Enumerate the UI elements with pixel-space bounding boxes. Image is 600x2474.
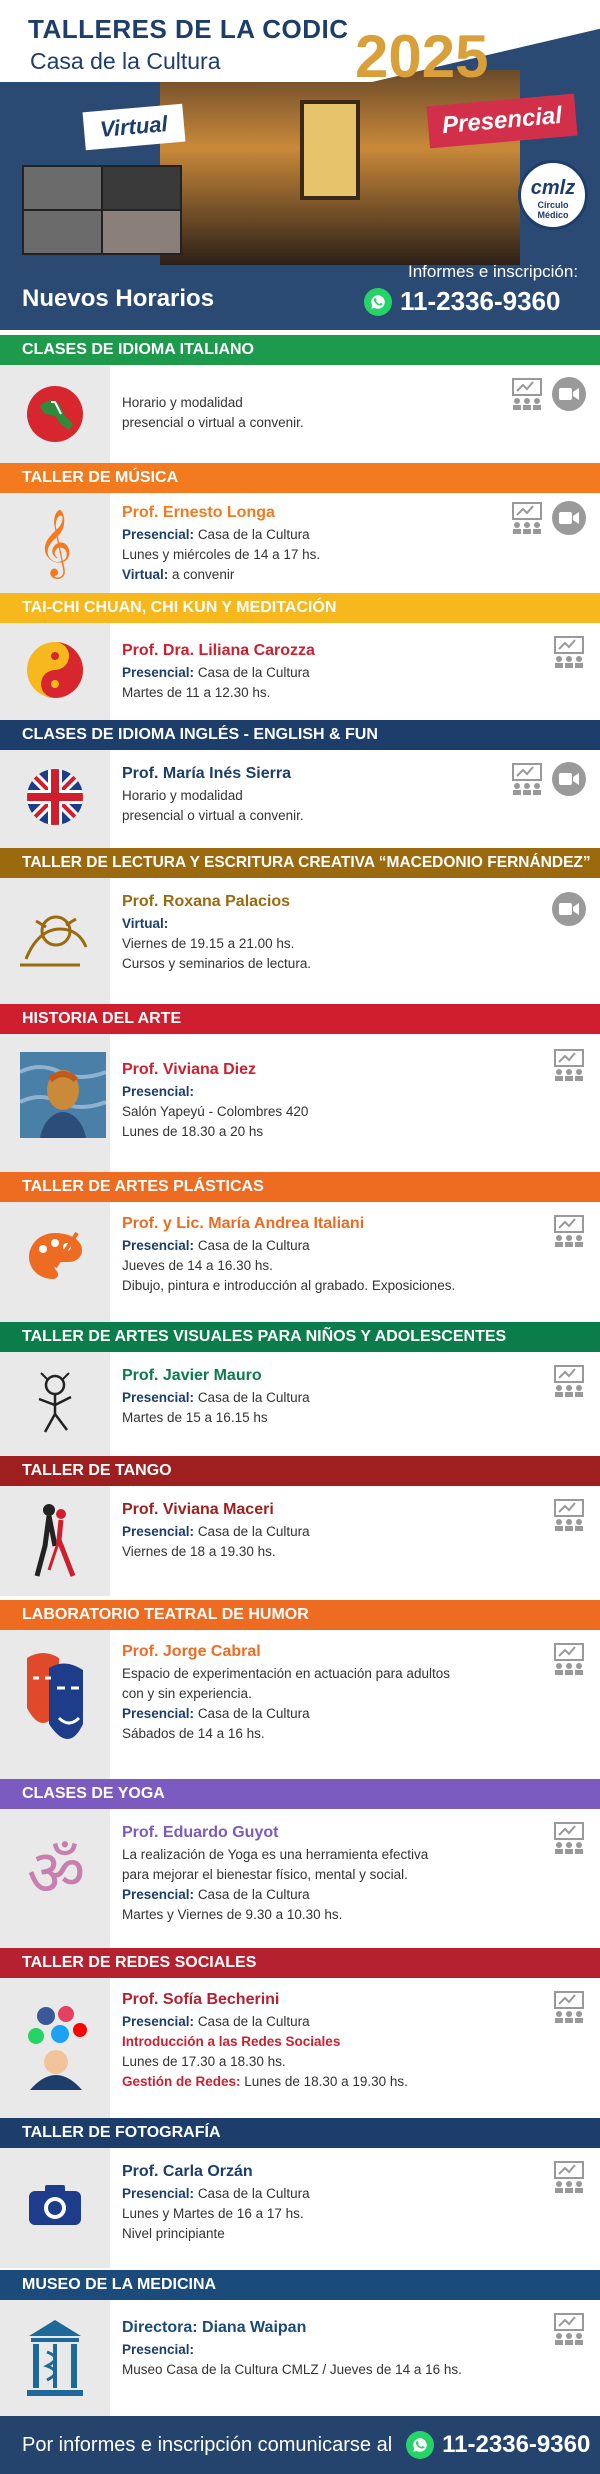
info-label: Virtual: [122,916,169,931]
info-line: Martes de 15 a 16.15 hs [122,1410,268,1425]
info-label: Presencial: [122,2014,195,2029]
presentation-board-icon [552,1048,586,1082]
instructor-name: Prof. María Inés Sierra [122,765,291,782]
header-phone-number: 11-2336-9360 [400,286,561,316]
section-body [0,750,600,848]
modality-badges [552,2312,586,2346]
presentation-board-icon [552,1642,586,1676]
info-line: Espacio de experimentación en actuación para adultos [122,1666,450,1681]
section-header: TALLER DE MÚSICA [0,463,600,493]
instructor-name: Prof. Eduardo Guyot [122,1824,279,1841]
section-body [0,1978,600,2118]
header-banner [0,0,600,330]
section-text [122,2160,526,2244]
presentation-board-icon [552,1498,586,1532]
section-header: LABORATORIO TEATRAL DE HUMOR [0,1600,600,1630]
video-call-thumbnails [22,165,182,255]
info-label: Presencial: [122,1084,195,1099]
section-text [122,639,526,703]
info-label: Presencial: [122,1238,195,1253]
section-tango [0,1456,600,1596]
section-text [122,1640,526,1744]
section-fotografia [0,2118,600,2268]
info-line: Lunes y Martes de 16 a 17 hs. [122,2206,304,2221]
info-line [122,1236,526,1256]
main-subtitle: Casa de la Cultura [30,48,221,74]
whatsapp-icon [406,2431,434,2459]
header-phone[interactable] [364,286,560,317]
section-musica [0,463,600,593]
section-teatro [0,1600,600,1780]
instructor-name: Prof. Viviana Maceri [122,1501,274,1518]
section-text [122,393,526,433]
info-line: Sábados de 14 a 16 hs. [122,1726,265,1741]
section-body [0,1202,600,1322]
info-line: Viernes de 18 a 19.30 hs. [122,1544,276,1559]
whatsapp-icon [364,288,392,316]
section-header: TALLER DE ARTES VISUALES PARA NIÑOS Y ADOLESCENTES [0,1322,600,1352]
modality-badges [552,892,586,926]
writer-portrait-icon [14,904,94,974]
theater-masks-icon [20,1648,90,1758]
info-line [122,565,526,585]
info-line: para mejorar el bienestar físico, mental y social. [122,1867,408,1882]
section-body [0,2300,600,2416]
modality-badges [552,1048,586,1082]
modality-badges [510,501,586,535]
video-camera-icon [552,892,586,926]
section-text [122,2316,526,2380]
info-label: Virtual: [122,567,169,582]
tango-dancers-icon [20,1500,90,1580]
section-lectura [0,848,600,1004]
italy-map-icon [20,379,90,449]
section-redes-sociales [0,1948,600,2118]
section-body [0,493,600,593]
photo-door [300,100,360,200]
info-line [122,663,526,683]
section-header: CLASES DE IDIOMA INGLÉS - ENGLISH & FUN [0,720,600,750]
info-line: Lunes de 17.30 a 18.30 hs. [122,2054,286,2069]
info-line [122,1388,526,1408]
social-media-icon [16,2000,96,2090]
info-line: La realización de Yoga es una herramienta efectiva [122,1847,429,1862]
section-body [0,1352,600,1458]
info-value: Casa de la Cultura [197,1390,310,1405]
main-title: TALLERES DE LA CODIC [28,14,349,44]
video-tile [24,167,101,209]
instructor-name: Prof. Sofía Becherini [122,1991,280,2008]
instructor-name: Prof. Viviana Diez [122,1061,256,1078]
section-header: TALLER DE TANGO [0,1456,600,1486]
info-value: Casa de la Cultura [197,1887,310,1902]
om-symbol-icon: ॐ [26,1836,86,1911]
instructor-name: Directora: Diana Waipan [122,2319,307,2336]
section-header: CLASES DE IDIOMA ITALIANO [0,335,600,365]
section-body [0,365,600,465]
presentation-board-icon [552,1821,586,1855]
info-line [122,1082,526,1102]
section-yoga [0,1779,600,1949]
uk-flag-icon [20,762,90,832]
info-label: Presencial: [122,2342,195,2357]
presentation-board-icon [552,2160,586,2194]
child-drawing-icon [20,1368,90,1438]
modality-badges [552,1364,586,1398]
instructor-name: Prof. Javier Mauro [122,1367,262,1384]
info-label: Presencial: [122,1706,195,1721]
video-tile [103,167,180,209]
info-line: Lunes y miércoles de 14 a 17 hs. [122,547,321,562]
info-line: Salón Yapeyú - Colombres 420 [122,1104,309,1119]
info-value: Casa de la Cultura [197,665,310,680]
info-label: Introducción a las Redes Sociales [122,2034,341,2049]
info-label: Presencial: [122,665,195,680]
camera-icon [20,2170,90,2240]
logo-main: cmlz [530,177,576,199]
instructor-name: Prof. Carla Orzán [122,2163,253,2180]
info-line: presencial o virtual a convenir. [122,808,304,823]
presentation-board-icon [510,377,544,411]
video-tile [103,211,180,253]
info-value: Casa de la Cultura [197,2014,310,2029]
presencial-tag: Presencial [426,94,577,149]
info-value: Casa de la Cultura [197,1706,310,1721]
info-line [122,1704,526,1724]
section-tai-chi [0,593,600,721]
info-line: presencial o virtual a convenir. [122,415,304,430]
modality-badges [552,1498,586,1532]
info-line: Horario y modalidad [122,788,243,803]
info-line: Horario y modalidad [122,395,243,410]
info-line [122,2340,526,2360]
presentation-board-icon [552,2312,586,2346]
instructor-name: Prof. Ernesto Longa [122,504,275,521]
section-text [122,1364,526,1428]
instructor-name: Prof. Roxana Palacios [122,893,291,910]
building-photo [160,70,520,265]
video-camera-icon [552,501,586,535]
section-body [0,1034,600,1174]
instructor-name: Prof. y Lic. María Andrea Italiani [122,1215,365,1232]
presentation-board-icon [510,762,544,796]
instructor-name: Prof. Dra. Liliana Carozza [122,642,315,659]
footer-phone[interactable] [406,2431,590,2459]
section-body [0,623,600,721]
info-line: Nivel principiante [122,2226,225,2241]
new-hours-label: Nuevos Horarios [22,285,215,312]
info-line: Lunes de 18.30 a 20 hs [122,1124,264,1139]
section-header: TALLER DE FOTOGRAFÍA [0,2118,600,2148]
modality-badges [552,1642,586,1676]
presentation-board-icon [552,1990,586,2024]
info-label: Informes e inscripción: [408,262,579,281]
presentation-board-icon [552,635,586,669]
video-camera-icon [552,762,586,796]
section-text [122,1988,526,2092]
info-line: Dibujo, pintura e introducción al grabado. Exposiciones. [122,1278,456,1293]
section-artes-plasticas [0,1172,600,1322]
section-header: TAI-CHI CHUAN, CHI KUN Y MEDITACIÓN [0,593,600,623]
info-value: Lunes de 18.30 a 19.30 hs. [244,2074,408,2089]
presentation-board-icon [552,1214,586,1248]
section-text [122,1498,526,1562]
section-header: MUSEO DE LA MEDICINA [0,2270,600,2300]
footer-phone-number: 11-2336-9360 [442,2431,591,2458]
presentation-board-icon [510,501,544,535]
section-text [122,762,526,826]
palette-icon [20,1222,90,1292]
info-line: Cursos y seminarios de lectura. [122,956,312,971]
section-header: CLASES DE YOGA [0,1779,600,1809]
section-header: TALLER DE ARTES PLÁSTICAS [0,1172,600,1202]
section-ingles [0,720,600,848]
modality-badges [552,2160,586,2194]
presentation-board-icon [552,1364,586,1398]
info-value: Casa de la Cultura [197,1238,310,1253]
cmlz-logo [518,160,588,230]
info-label: Presencial: [122,1390,195,1405]
modality-badges [510,762,586,796]
section-body [0,1809,600,1949]
section-text [122,1212,526,1296]
info-label: Gestión de Redes: [122,2074,241,2089]
info-value: a convenir [172,567,235,582]
modality-badges [552,1214,586,1248]
info-line: con y sin experiencia. [122,1686,252,1701]
video-tile [24,211,101,253]
info-line: Museo Casa de la Cultura CMLZ / Jueves de 14 a 16 hs. [122,2362,462,2377]
section-body [0,1630,600,1780]
info-value: Casa de la Cultura [197,2186,310,2201]
info-label: Presencial: [122,1887,195,1902]
section-artes-visuales-ninos [0,1322,600,1458]
info-line [122,2072,526,2092]
footer-text: Por informes e inscripción comunicarse al [22,2433,393,2456]
section-text [122,890,526,974]
modality-badges [552,1821,586,1855]
info-line: Martes de 11 a 12.30 hs. [122,685,271,700]
section-historia-arte [0,1004,600,1174]
info-line [122,914,526,934]
section-text [122,1058,526,1142]
info-line [122,2184,526,2204]
instructor-name: Prof. Jorge Cabral [122,1643,261,1660]
info-value: Casa de la Cultura [197,527,310,542]
info-line [122,2032,526,2052]
info-label: Presencial: [122,527,195,542]
footer [0,2416,600,2474]
virtual-tag: Virtual [83,104,186,151]
info-line [122,525,526,545]
info-line: Jueves de 14 a 16.30 hs. [122,1258,273,1273]
info-label: Presencial: [122,2186,195,2201]
info-line: Martes y Viernes de 9.30 a 10.30 hs. [122,1907,343,1922]
section-text [122,1821,526,1925]
treble-clef-icon: 𝄞 [37,507,73,576]
museum-caduceus-icon [20,2316,90,2400]
section-header: HISTORIA DEL ARTE [0,1004,600,1034]
info-value: Casa de la Cultura [197,1524,310,1539]
info-line: Viernes de 19.15 a 21.00 hs. [122,936,295,951]
section-text [122,501,526,585]
info-line [122,1885,526,1905]
section-header: TALLER DE LECTURA Y ESCRITURA CREATIVA “MACEDONIO FERNÁNDEZ” [0,848,600,878]
section-body [0,2148,600,2268]
modality-badges [552,1990,586,2024]
info-label: Presencial: [122,1524,195,1539]
modality-badges [552,635,586,669]
video-camera-icon [552,377,586,411]
logo-sub: Círculo Médico [537,200,569,220]
yin-yang-icon [20,635,90,705]
info-line [122,1522,526,1542]
section-header: TALLER DE REDES SOCIALES [0,1948,600,1978]
year: 2025 [355,23,489,90]
section-body [0,878,600,1004]
modality-badges [510,377,586,411]
info-line [122,2012,526,2032]
section-museo [0,2270,600,2416]
section-italiano [0,335,600,465]
section-body [0,1486,600,1596]
van-gogh-portrait-icon [20,1052,106,1138]
